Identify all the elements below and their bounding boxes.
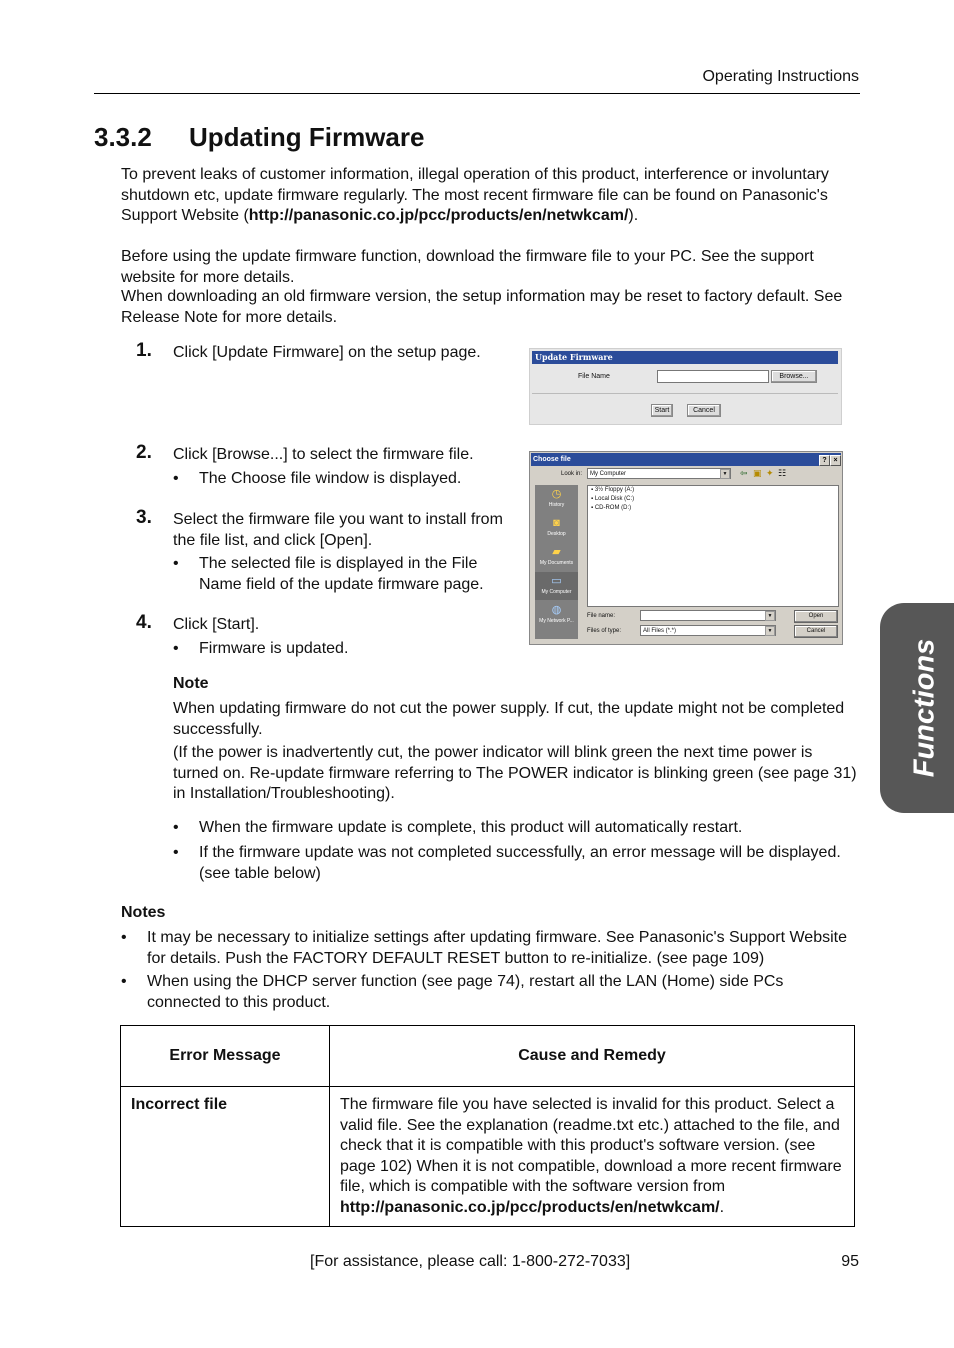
divider <box>532 393 838 394</box>
file-name-label: File name: <box>587 613 616 619</box>
intro-paragraph-1: To prevent leaks of customer information, illegal operation of this product, interference or involuntary shutdown etc, update firmware regularly. The most recent firmware file can be found on Panasonic's Support Website (http://panasonic.co.jp/pcc/products/en/netwkcam/). <box>121 166 829 224</box>
step-number: 3. <box>136 507 152 528</box>
intro-paragraph-3: When downloading an old firmware version, the setup information may be reset to factory default. See Release Note for more details. <box>121 288 843 326</box>
support-url[interactable]: http://panasonic.co.jp/pcc/products/en/netwkcam/ <box>248 207 629 224</box>
drive-icon: ▪ <box>591 487 594 493</box>
list-item[interactable]: ▪ CD-ROM (D:) <box>591 505 632 511</box>
chevron-down-icon: ▼ <box>765 611 775 621</box>
open-button[interactable]: Open <box>794 610 838 623</box>
place-my-computer[interactable]: ▭ My Computer <box>535 572 578 600</box>
functions-side-tab <box>880 603 954 813</box>
step-text: Select the firmware file you want to install from <box>173 511 503 528</box>
view-menu-icon[interactable]: ☷ <box>778 468 787 478</box>
desktop-icon: ◙ <box>553 517 560 529</box>
chevron-down-icon: ▼ <box>765 626 775 636</box>
column-header: Cause and Remedy <box>330 1026 855 1087</box>
history-icon: ◷ <box>551 488 562 500</box>
section-title <box>94 122 424 153</box>
up-folder-icon[interactable]: ▣ <box>753 468 762 478</box>
column-header: Error Message <box>121 1026 330 1087</box>
assistance-line: [For assistance, please call: 1-800-272-7033] <box>310 1253 631 1270</box>
place-history[interactable]: ◷ History <box>548 488 565 508</box>
place-my-network[interactable]: ◍ My Network P... <box>539 604 574 624</box>
support-url[interactable]: http://panasonic.co.jp/pcc/products/en/netwkcam/ <box>340 1198 720 1216</box>
update-firmware-screenshot <box>529 348 842 425</box>
new-folder-icon[interactable]: ✦ <box>766 468 774 478</box>
file-name-input[interactable] <box>640 610 776 621</box>
chevron-down-icon: ▼ <box>720 469 730 479</box>
step-text: Click [Start]. <box>173 616 260 633</box>
place-desktop[interactable]: ◙ Desktop <box>547 517 566 537</box>
section-heading: Updating Firmware <box>189 122 425 152</box>
note-paragraph-1: When updating firmware do not cut the power supply. If cut, the update might not be completed successfully. <box>173 700 845 738</box>
step-number: 4. <box>136 612 152 633</box>
step-number: 1. <box>136 340 152 361</box>
remedy-cell: The firmware file you have selected is invalid for this product. Select a valid file. See the explanation (readme.txt etc.) attached to the file, and check that it is compatible with this product's software version. (see page 102) When it is not compatible, download a more recent firmware file, which is compatible with the software version from http://panasonic.co.jp/pcc/products/en/netwkcam/. <box>330 1087 855 1227</box>
section-number: 3.3.2 <box>94 122 152 152</box>
note-heading: Note <box>173 675 209 692</box>
file-list[interactable] <box>587 485 839 607</box>
drive-icon: ▪ <box>591 496 594 502</box>
running-header: Operating Instructions <box>702 68 859 85</box>
error-message-cell: Incorrect file <box>121 1087 330 1227</box>
list-item[interactable]: ▪ Local Disk (C:) <box>591 496 635 502</box>
cancel-button[interactable]: Cancel <box>794 625 838 638</box>
intro-paragraph-2: Before using the update firmware function, download the firmware file to your PC. See the support website for more details. <box>121 248 814 286</box>
list-item[interactable]: ▪ 3½ Floppy (A:) <box>591 487 635 493</box>
cancel-button[interactable]: Cancel <box>687 404 721 417</box>
error-table <box>120 1025 855 1227</box>
step-number: 2. <box>136 442 152 463</box>
choose-file-screenshot <box>529 451 843 645</box>
notes-heading: Notes <box>121 904 166 921</box>
place-my-documents[interactable]: ▰ My Documents <box>539 546 574 566</box>
table-header-row <box>121 1026 855 1087</box>
computer-icon: ▭ <box>551 575 562 587</box>
folder-icon: ▰ <box>552 546 561 558</box>
update-firmware-titlebar: Update Firmware <box>532 351 838 364</box>
help-icon[interactable]: ? <box>819 455 830 466</box>
step-text: Click [Update Firmware] on the setup page. <box>173 344 481 361</box>
look-in-select[interactable]: My Computer ▼ <box>587 468 731 479</box>
back-arrow-icon[interactable]: ⇦ <box>740 468 748 478</box>
file-name-label: File Name <box>578 373 610 380</box>
page-number: 95 <box>841 1253 859 1270</box>
close-icon[interactable]: × <box>830 455 841 466</box>
files-of-type-select[interactable]: All Files (*.*) ▼ <box>640 625 776 636</box>
start-button[interactable]: Start <box>651 404 673 417</box>
table-row <box>121 1087 855 1227</box>
file-name-input[interactable] <box>657 370 769 383</box>
side-tab-label: Functions <box>908 638 941 778</box>
header-rule <box>94 93 860 94</box>
note-paragraph-2: (If the power is inadvertently cut, the power indicator will blink green the next time power is turned on. Re-update firmware referring to The POWER indicator is blinking green (see page 31) in Installation/Troubleshooting). <box>173 744 857 802</box>
look-in-label: Look in: <box>561 471 583 477</box>
network-icon: ◍ <box>551 604 562 616</box>
browse-button[interactable]: Browse... <box>771 370 817 383</box>
step-text: Click [Browse...] to select the firmware file. <box>173 446 474 463</box>
drive-icon: ▪ <box>591 505 594 511</box>
files-of-type-label: Files of type: <box>587 628 622 634</box>
choose-file-titlebar: Choose file ? × <box>531 453 841 466</box>
places-bar <box>535 485 578 639</box>
step-text-line2: the file list, and click [Open]. <box>173 531 373 549</box>
